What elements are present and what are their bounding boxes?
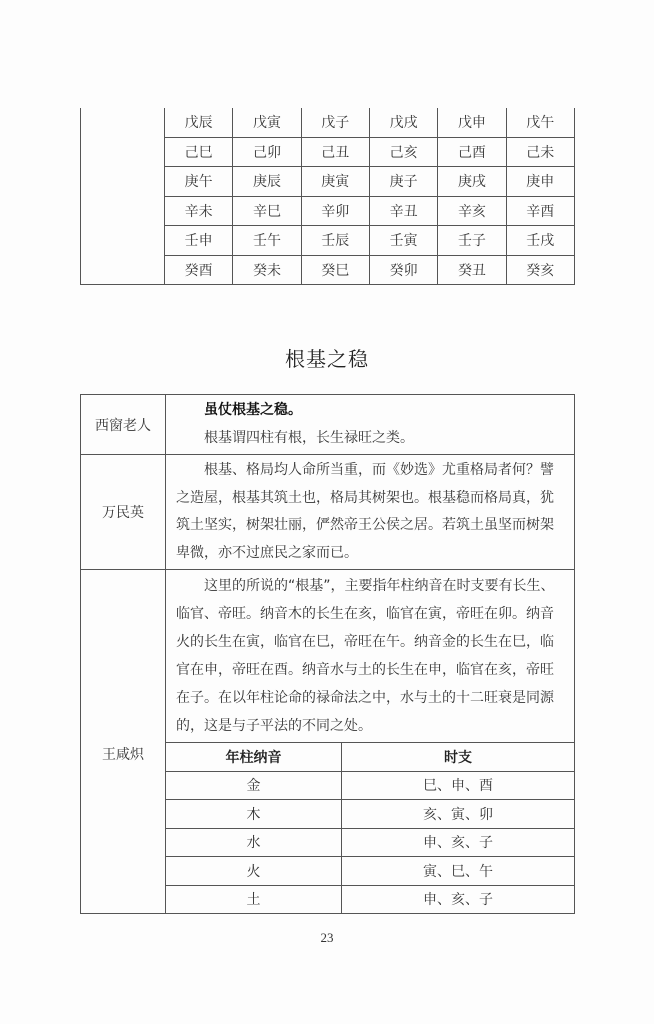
shizhi-cell: 巳、申、酉	[342, 771, 575, 800]
column-header: 年柱纳音	[166, 743, 342, 772]
column-header: 时支	[342, 743, 575, 772]
ganzhi-cell: 辛丑	[369, 196, 437, 226]
ganzhi-cell: 癸卯	[369, 255, 437, 285]
entry-text	[166, 455, 575, 570]
ganzhi-cell: 戊午	[506, 108, 574, 137]
paragraph: 根基谓四柱有根，长生禄旺之类。	[204, 429, 414, 446]
paragraph: 这里的所说的“根基”，主要指年柱纳音在时支要有长生、临官、帝旺。纳音木的长生在亥，临官在寅，帝旺在卯。纳音火的长生在寅，临官在巳，帝旺在午。纳音金的长生在巳，临官在申，帝旺在酉。纳音水与土的长生在申，临官在亥，帝旺在子。在以年柱论命的禄命法之中，水与土的十二旺衰是同源的，这是与子平法的不同之处。	[176, 578, 555, 734]
page-number: 23	[320, 930, 334, 945]
entry-text	[166, 570, 575, 914]
quote-text: 虽仗根基之稳。	[204, 402, 302, 418]
ganzhi-cell: 戊戌	[369, 108, 437, 137]
ganzhi-cell: 辛酉	[506, 196, 574, 226]
ganzhi-cell: 辛卯	[301, 196, 369, 226]
ganzhi-cell: 己丑	[301, 137, 369, 167]
author-cell: 西窗老人	[81, 395, 166, 455]
ganzhi-cell: 戊辰	[164, 108, 232, 137]
ganzhi-cell: 戊申	[438, 108, 506, 137]
entry-row-wangxianchi	[81, 570, 575, 914]
ganzhi-cell: 己酉	[438, 137, 506, 167]
ganzhi-cell: 庚子	[369, 167, 437, 197]
ganzhi-cell: 癸丑	[438, 255, 506, 285]
entry-row-xichuang	[81, 395, 575, 455]
ganzhi-cell: 癸亥	[506, 255, 574, 285]
nayin-cell: 水	[166, 828, 342, 857]
blank-cell	[81, 226, 165, 256]
table-row	[81, 137, 575, 167]
paragraph: 根基、格局均人命所当重，而《妙选》尤重格局者何？譬之造屋，根基其筑土也，格局其树架也。根基稳而格局真，犹筑土坚实，树架壮丽，俨然帝王公侯之居。若筑土虽坚而树架卑微，亦不过庶民之家而已。	[176, 462, 554, 561]
table-row	[81, 108, 575, 137]
blank-cell	[81, 137, 165, 167]
ganzhi-cell: 辛未	[164, 196, 232, 226]
entry-text	[166, 395, 575, 455]
ganzhi-cell: 己卯	[233, 137, 301, 167]
blank-cell	[81, 167, 165, 197]
section-title: 根基之稳	[285, 347, 369, 371]
author-name: 王咸炽	[102, 747, 144, 763]
ganzhi-cell: 己亥	[369, 137, 437, 167]
shizhi-cell: 寅、巳、午	[342, 857, 575, 886]
ganzhi-cell: 壬寅	[369, 226, 437, 256]
blank-cell	[81, 196, 165, 226]
blank-cell	[81, 255, 165, 285]
nayin-cell: 金	[166, 771, 342, 800]
table-row	[166, 800, 574, 829]
ganzhi-cell: 壬子	[438, 226, 506, 256]
ganzhi-cell: 己巳	[164, 137, 232, 167]
shizhi-cell: 申、亥、子	[342, 828, 575, 857]
ganzhi-cell: 戊子	[301, 108, 369, 137]
ganzhi-cell: 癸酉	[164, 255, 232, 285]
ganzhi-cell: 庚午	[164, 167, 232, 197]
entry-row-wanminying	[81, 455, 575, 570]
ganzhi-cell: 壬申	[164, 226, 232, 256]
table-row	[166, 857, 574, 886]
ganzhi-cell: 戊寅	[233, 108, 301, 137]
table-row	[81, 167, 575, 197]
ganzhi-cell: 壬戌	[506, 226, 574, 256]
table-row	[81, 226, 575, 256]
table-row	[166, 771, 574, 800]
nayin-header-row	[166, 743, 574, 772]
ganzhi-table	[80, 108, 575, 285]
ganzhi-cell: 庚申	[506, 167, 574, 197]
author-cell: 万民英	[81, 455, 166, 570]
ganzhi-cell: 庚寅	[301, 167, 369, 197]
table-row	[166, 885, 574, 913]
ganzhi-cell: 癸巳	[301, 255, 369, 285]
shizhi-cell: 亥、寅、卯	[342, 800, 575, 829]
table-row	[81, 255, 575, 285]
shizhi-cell: 申、亥、子	[342, 885, 575, 913]
blank-cell	[81, 108, 165, 137]
nayin-cell: 木	[166, 800, 342, 829]
nayin-cell: 火	[166, 857, 342, 886]
nayin-table	[166, 742, 574, 913]
ganzhi-cell: 辛巳	[233, 196, 301, 226]
ganzhi-cell: 庚辰	[233, 167, 301, 197]
table-row	[81, 196, 575, 226]
table-row	[166, 828, 574, 857]
ganzhi-cell: 辛亥	[438, 196, 506, 226]
ganzhi-cell: 癸未	[233, 255, 301, 285]
ganzhi-cell: 庚戌	[438, 167, 506, 197]
nayin-cell: 土	[166, 885, 342, 913]
ganzhi-cell: 己未	[506, 137, 574, 167]
ganzhi-cell: 壬辰	[301, 226, 369, 256]
author-cell	[81, 570, 166, 914]
ganzhi-cell: 壬午	[233, 226, 301, 256]
commentary-table	[80, 394, 575, 914]
